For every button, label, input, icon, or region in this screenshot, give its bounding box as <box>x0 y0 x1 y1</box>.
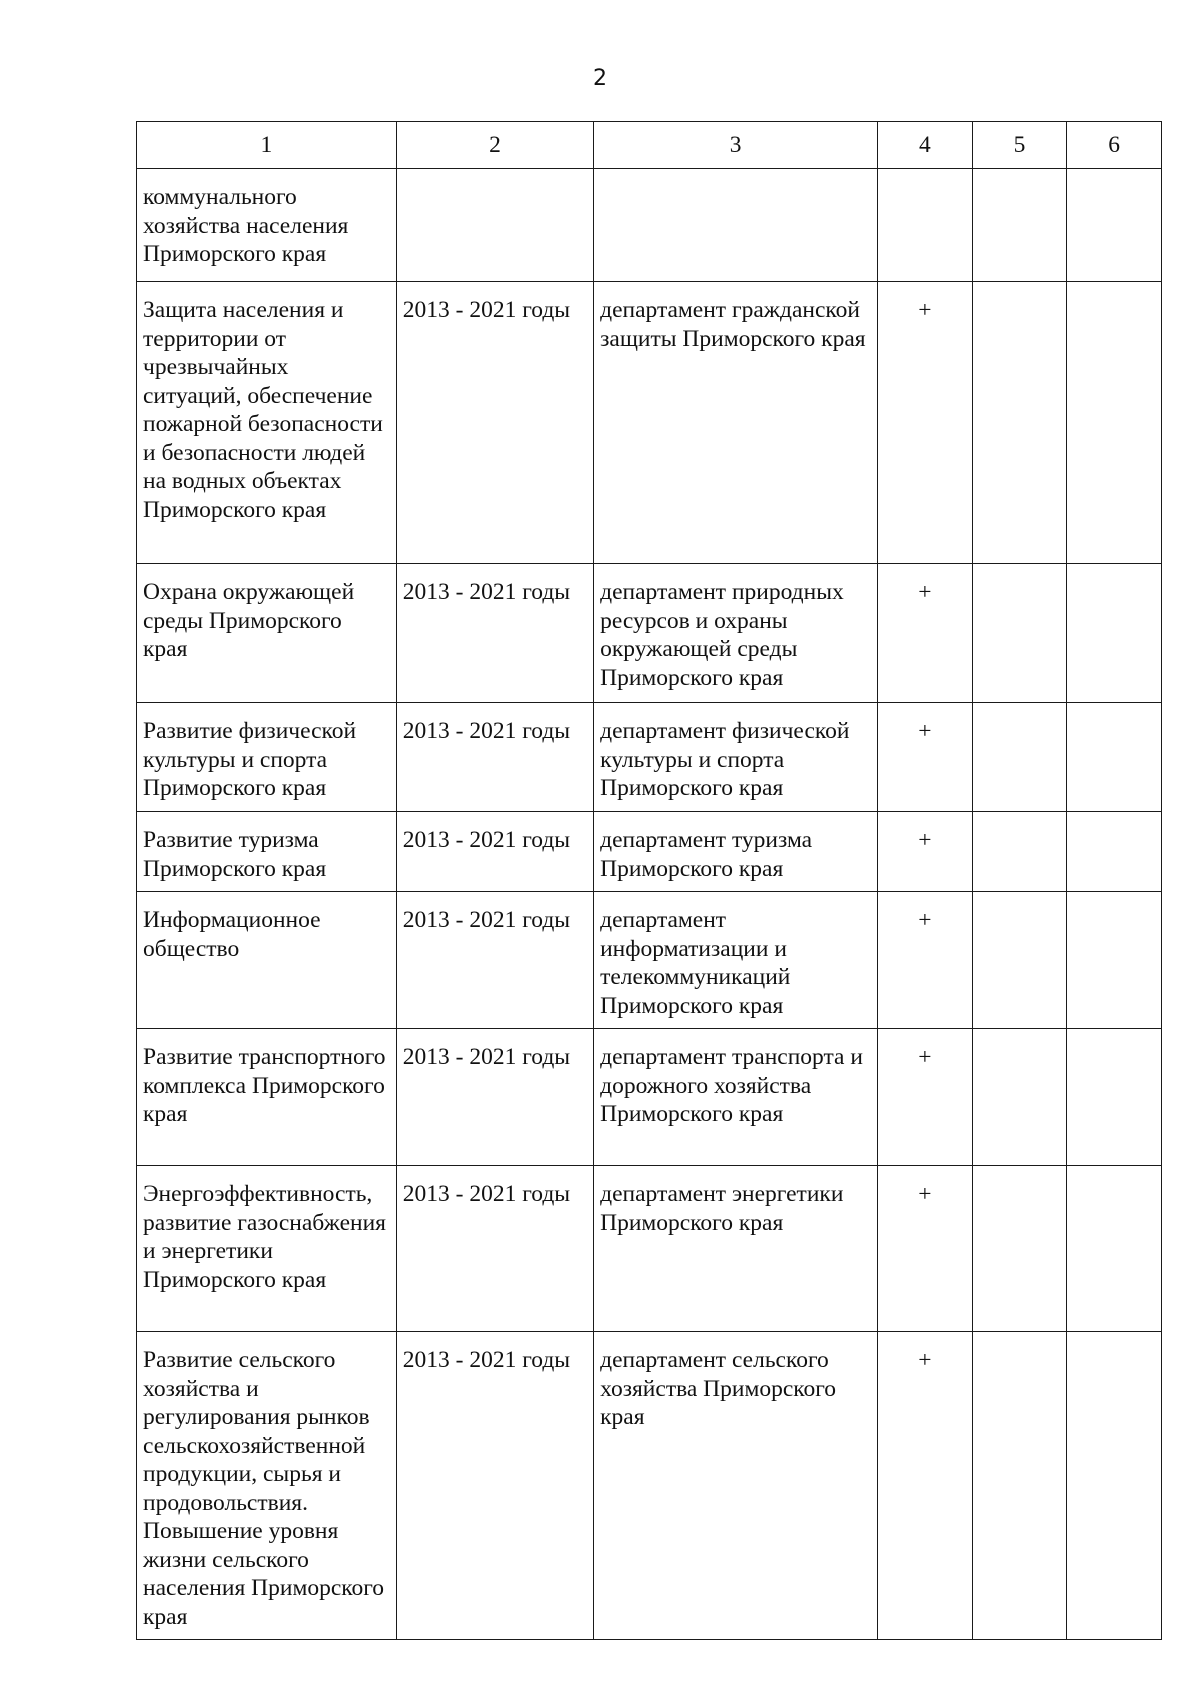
department-cell: департамент информатизации и телекоммуникаций Приморского края <box>594 892 878 1029</box>
program-name-cell: Защита населения и территории от чрезвычайных ситуаций, обеспечение пожарной безопасности и безопасности людей на водных объектах Приморского края <box>137 282 397 564</box>
col5-cell <box>972 703 1067 812</box>
header-cell-6: 6 <box>1067 122 1162 169</box>
period-cell: 2013 - 2021 годы <box>396 1029 593 1166</box>
table-row <box>137 892 1162 1029</box>
col4-cell: + <box>878 703 973 812</box>
period-cell: 2013 - 2021 годы <box>396 282 593 564</box>
col6-cell <box>1067 892 1162 1029</box>
department-cell: департамент транспорта и дорожного хозяйства Приморского края <box>594 1029 878 1166</box>
department-cell: департамент природных ресурсов и охраны окружающей среды Приморского края <box>594 564 878 703</box>
table-row <box>137 282 1162 564</box>
department-cell: департамент энергетики Приморского края <box>594 1166 878 1332</box>
department-cell <box>594 169 878 282</box>
table-row <box>137 169 1162 282</box>
col4-cell: + <box>878 282 973 564</box>
col4-cell: + <box>878 1029 973 1166</box>
col4-cell: + <box>878 892 973 1029</box>
program-name-cell: Развитие транспортного комплекса Приморского края <box>137 1029 397 1166</box>
col6-cell <box>1067 169 1162 282</box>
col5-cell <box>972 564 1067 703</box>
col5-cell <box>972 812 1067 892</box>
col6-cell <box>1067 1166 1162 1332</box>
department-cell: департамент сельского хозяйства Приморского края <box>594 1332 878 1640</box>
department-cell: департамент туризма Приморского края <box>594 812 878 892</box>
col6-cell <box>1067 564 1162 703</box>
program-name-cell: Развитие туризма Приморского края <box>137 812 397 892</box>
col4-cell <box>878 169 973 282</box>
col4-cell: + <box>878 1332 973 1640</box>
header-cell-5: 5 <box>972 122 1067 169</box>
period-cell: 2013 - 2021 годы <box>396 892 593 1029</box>
col6-cell <box>1067 1029 1162 1166</box>
col5-cell <box>972 892 1067 1029</box>
col6-cell <box>1067 703 1162 812</box>
col5-cell <box>972 1029 1067 1166</box>
col4-cell: + <box>878 812 973 892</box>
program-name-cell: Энергоэффективность, развитие газоснабжения и энергетики Приморского края <box>137 1166 397 1332</box>
programs-table <box>136 121 1162 1640</box>
period-cell: 2013 - 2021 годы <box>396 812 593 892</box>
program-name-cell: Охрана окружающей среды Приморского края <box>137 564 397 703</box>
header-cell-1: 1 <box>137 122 397 169</box>
table-header-row <box>137 122 1162 169</box>
program-name-cell: Развитие сельского хозяйства и регулирования рынков сельскохозяйственной продукции, сырья и продовольствия. Повышение уровня жизни сельского населения Приморского края <box>137 1332 397 1640</box>
period-cell <box>396 169 593 282</box>
col6-cell <box>1067 282 1162 564</box>
table-row <box>137 1332 1162 1640</box>
header-cell-4: 4 <box>878 122 973 169</box>
period-cell: 2013 - 2021 годы <box>396 1332 593 1640</box>
col5-cell <box>972 1166 1067 1332</box>
program-name-cell: коммунального хозяйства населения Приморского края <box>137 169 397 282</box>
table-row <box>137 1166 1162 1332</box>
page-number: 2 <box>593 66 607 91</box>
header-cell-3: 3 <box>594 122 878 169</box>
period-cell: 2013 - 2021 годы <box>396 1166 593 1332</box>
col4-cell: + <box>878 564 973 703</box>
table-row <box>137 703 1162 812</box>
department-cell: департамент гражданской защиты Приморского края <box>594 282 878 564</box>
program-name-cell: Развитие физической культуры и спорта Приморского края <box>137 703 397 812</box>
table-row <box>137 812 1162 892</box>
col6-cell <box>1067 1332 1162 1640</box>
table-row <box>137 1029 1162 1166</box>
col5-cell <box>972 282 1067 564</box>
col6-cell <box>1067 812 1162 892</box>
col5-cell <box>972 169 1067 282</box>
table-row <box>137 564 1162 703</box>
header-cell-2: 2 <box>396 122 593 169</box>
period-cell: 2013 - 2021 годы <box>396 703 593 812</box>
program-name-cell: Информационное общество <box>137 892 397 1029</box>
col5-cell <box>972 1332 1067 1640</box>
department-cell: департамент физической культуры и спорта Приморского края <box>594 703 878 812</box>
col4-cell: + <box>878 1166 973 1332</box>
period-cell: 2013 - 2021 годы <box>396 564 593 703</box>
